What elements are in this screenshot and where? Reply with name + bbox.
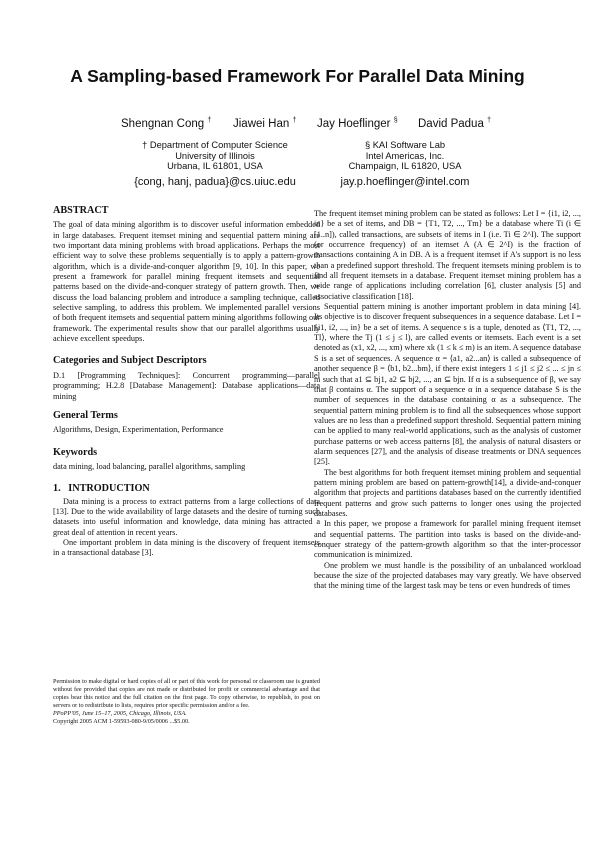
keywords-text: data mining, load balancing, parallel algorithms, sampling (53, 461, 246, 471)
author-padua: David Padua † (418, 117, 491, 130)
copyright-line: Copyright 2005 ACM 1-59593-080-9/05/0006 ...$5.00. (53, 718, 190, 725)
introduction-paragraph-1: Data mining is a process to extract patterns from a large collections of data [13]. Due to the wide availability of large datasets and the desire of turning such datasets into useful information and knowledge, data mining has attracted a great deal of attention in recent years. (53, 496, 320, 537)
right-paragraph-2: Sequential pattern mining is another important problem in data mining [4]. Its objective is to discover frequent subsequences in a sequence database. Let I = {i1, i2, ..., in} be a set of items. A sequence s is a tuple, denoted as ⟨T1, T2, ..., Tl⟩, where the Tj (1 ≤ j ≤ l), are called events or itemsets. Each event is a set denoted as (x1, x2, ..., xm) where xk (1 ≤ k ≤ m) is an item. A sequence database S is a set of sequences. A sequence α = ⟨a1, a2...an⟩ is called a subsequence of another sequence β = ⟨b1, b2...bm⟩, if there exist integers 1 ≤ j1 ≤ j2 ≤ ... ≤ jn ≤ m such that a1 ⊆ bj1, a2 ⊆ bj2, ..., an ⊆ bjn. If α is a subsequence of β, we say that β contains α. The support of a sequence α in a sequence database S is the number of sequences in the database containing α as a subsequence. The sequential pattern mining problem is to find all the subsequences whose support values are no less than a predefined support threshold. Sequential pattern mining can be applied to many real-world applications, such as the analysis of customer purchase patterns or web access patterns [8], the analysis of natural disasters or alarm sequences [27], and the analysis of disease treatments or DNA sequences [25]. (314, 302, 581, 467)
author-cong: Shengnan Cong † (121, 117, 212, 130)
introduction-paragraph-2: One important problem in data mining is the discovery of frequent itemsets in a transactional database [3]. (53, 537, 320, 558)
right-paragraph-3: The best algorithms for both frequent itemset mining problem and sequential pattern mining problem are based on pattern-growth[14], a divide-and-conquer algorithm that projects and partitions databases based on the currently identified frequent patterns and grow such patterns to longer ones using the projected databases. (314, 467, 581, 518)
email-uiuc: {cong, hanj, padua}@cs.uiuc.edu (134, 175, 296, 188)
general-terms-heading: General Terms (53, 409, 118, 421)
paper-title: A Sampling-based Framework For Parallel Data Mining (70, 66, 525, 86)
author-han: Jiawei Han † (233, 117, 297, 130)
permission-text: Permission to make digital or hard copies of all or part of this work for personal or classroom use is granted without fee provided that copies are not made or distributed for profit or commercial advantage and that copies bear this notice and the full citation on the first page. To copy otherwise, to republish, to post on servers or to redistribute to lists, requires prior specific permission and/or a fee. (53, 678, 320, 709)
author-list (0, 117, 595, 133)
keywords-heading: Keywords (53, 446, 98, 458)
affiliation-intel: § KAI Software Lab Intel Americas, Inc. Champaign, IL 61820, USA jay.p.hoeflinger@intel.com (320, 140, 490, 189)
introduction-heading: 1. INTRODUCTION (53, 483, 150, 495)
right-paragraph-1: The frequent itemset mining problem can be stated as follows: Let I = {i1, i2, ..., in} be a set of items, and DB = {T1, T2, ..., Tm} be a database where Ti (i ∈ [1..n]), called transactions, are subsets of items in I (i.e. Ti ∈ 2^I). The support (or occurrence frequency) of an itemset A (A ∈ 2^I) is the fraction of transactions containing A in DB. A is a frequent itemset if A's support is no less than a predefined support threshold. The frequent itemsets mining problem is to find all frequent itemsets in a database. Frequent itemset mining problem has a wide range of applications including correlation [6], cluster analysis [5] and associative classification [18]. (314, 209, 581, 301)
right-paragraph-4: In this paper, we propose a framework for parallel mining frequent itemset and sequential patterns. The partition into tasks is based on the divide-and-conquer strategy of the pattern-growth algorithm so that the inter-processor communication is minimized. (314, 519, 581, 560)
general-terms-text: Algorithms, Design, Experimentation, Performance (53, 425, 224, 435)
email-intel: jay.p.hoeflinger@intel.com (340, 175, 470, 188)
author-hoeflinger: Jay Hoeflinger § (317, 117, 398, 130)
abstract-text: The goal of data mining algorithm is to discover useful information embedded in large databases. Frequent itemset mining and sequential pattern mining are two important data mining problems with broad applications. Perhaps the most efficient way to solve these problems sequentially is to apply a pattern-growth algorithm, which is a divide-and-conquer algorithm [9, 10]. In this paper, we present a framework for parallel mining frequent itemsets and sequential patterns based on the divide-and-conquer strategy of pattern growth. Then, we discuss the load balancing problem and introduce a sampling technique, called selective sampling, to address this problem. We implemented parallel versions of both frequent itemsets and sequential pattern mining algorithms following our framework. The experimental results show that our parallel algorithms usually achieve excellent speedups. (53, 220, 320, 344)
affiliation-uiuc: † Department of Computer Science University of Illinois Urbana, IL 61801, USA {cong, hanj, padua}@cs.uiuc.edu (120, 140, 310, 189)
abstract-heading: ABSTRACT (53, 205, 109, 216)
copyright-footnote (53, 678, 320, 726)
right-paragraph-5: One problem we must handle is the possibility of an unbalanced workload because the size of the projected databases may vary greatly. We have observed that the mining time of the largest task may be tens or even hundreds of times (314, 560, 581, 591)
left-column (53, 206, 320, 559)
right-column (314, 209, 581, 592)
venue-line: PPoPP'05, June 15–17, 2005, Chicago, Illinois, USA. (53, 710, 187, 717)
categories-heading: Categories and Subject Descriptors (53, 355, 207, 367)
categories-text: D.1 [Programming Techniques]: Concurrent programming—parallel programming; H.2.8 [Database Management]: Database applications—data mining (53, 370, 320, 401)
